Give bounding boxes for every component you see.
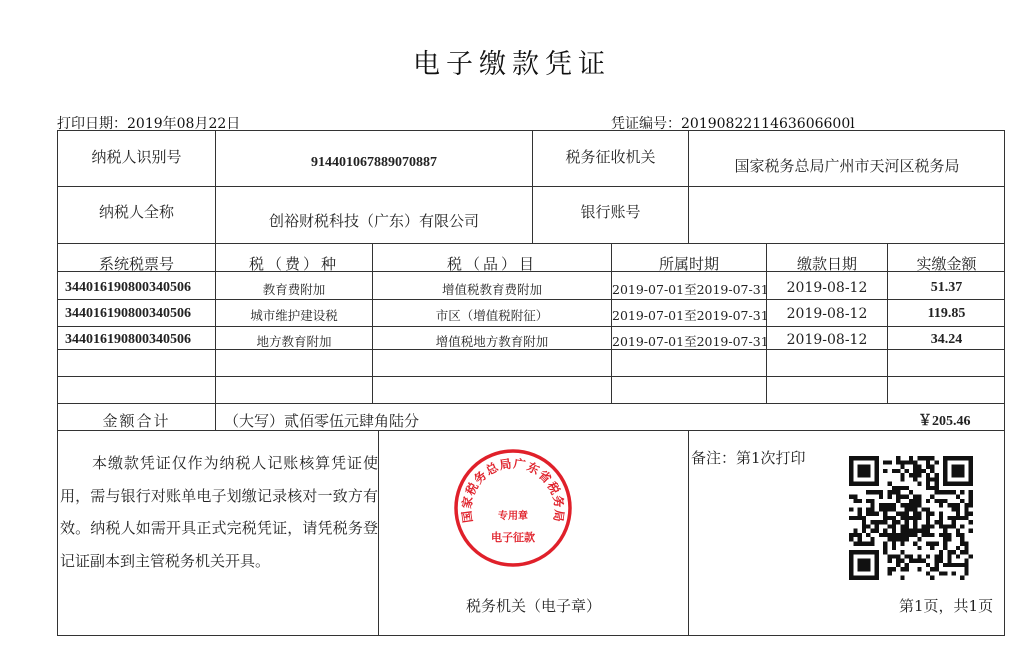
- table-row-tax-item: 市区（增值税附征）: [435, 308, 549, 323]
- seal-ring-text: 国家税务总局广东省税务局: [459, 456, 567, 524]
- column-header: 所属时期: [658, 255, 719, 273]
- table-row-ticket-no: 344016190800340506: [65, 280, 191, 295]
- total-amount: ￥205.46: [918, 414, 971, 429]
- document-title: 电子缴款凭证: [413, 49, 611, 80]
- column-header: 税（费）种: [248, 255, 339, 273]
- tax-authority-label: 税务征收机关: [565, 148, 656, 166]
- qr-code-icon: [849, 456, 973, 580]
- table-row-pay-date: 2019-08-12: [786, 280, 868, 296]
- table-row-period: 2019-07-01至2019-07-31: [612, 334, 769, 349]
- table-row-tax-item: 增值税地方教育附加: [435, 334, 549, 349]
- total-label: 金额合计: [102, 412, 171, 430]
- table-row-pay-date: 2019-08-12: [786, 306, 868, 322]
- seal-line1: 专用章: [498, 511, 528, 522]
- column-header: 系统税票号: [98, 255, 174, 273]
- table-row-tax-item: 增值税教育费附加: [441, 282, 542, 297]
- certificate-number: 凭证编号：2019082211463606600l: [611, 116, 855, 132]
- remark-text: 备注：第1次打印: [691, 449, 806, 467]
- table-row-amount: 51.37: [930, 280, 963, 295]
- taxpayer-name-value: 创裕财税科技（广东）有限公司: [268, 212, 479, 230]
- table-row-tax-type: 教育费附加: [262, 282, 326, 297]
- taxpayer-id-label: 纳税人识别号: [91, 148, 182, 166]
- taxpayer-id-value: 914401067889070887: [311, 155, 437, 170]
- column-header: 缴款日期: [796, 255, 857, 273]
- table-row-period: 2019-07-01至2019-07-31: [612, 308, 769, 323]
- tax-authority-value: 国家税务总局广州市天河区税务局: [734, 157, 960, 175]
- table-row-tax-type: 城市维护建设税: [250, 308, 338, 323]
- taxpayer-name-label: 纳税人全称: [98, 203, 174, 221]
- page-indicator: 第1页，共1页: [899, 597, 994, 615]
- table-row-amount: 119.85: [927, 306, 966, 321]
- column-header: 实缴金额: [916, 255, 977, 273]
- bank-account-label: 银行账号: [580, 203, 641, 221]
- total-in-words: （大写）贰佰零伍元肆角陆分: [224, 412, 420, 430]
- seal-caption: 税务机关（电子章）: [465, 597, 601, 615]
- table-row-amount: 34.24: [930, 332, 963, 347]
- column-header: 税（品）目: [446, 255, 537, 273]
- seal-line2: 电子征款: [491, 531, 535, 544]
- notice-text: 本缴款凭证仅作为纳税人记账核算凭证使用，需与银行对账单电子划缴记录核对一致方有效。纳税人如需开具正式完税凭证，请凭税务登记证副本到主管税务机关开具。: [60, 454, 378, 570]
- table-row-pay-date: 2019-08-12: [786, 332, 868, 348]
- tax-authority-seal-icon: [452, 447, 574, 569]
- table-row-ticket-no: 344016190800340506: [65, 306, 191, 321]
- print-date: 打印日期：2019年08月22日: [57, 116, 241, 132]
- table-row-ticket-no: 344016190800340506: [65, 332, 191, 347]
- table-row-period: 2019-07-01至2019-07-31: [612, 282, 769, 297]
- table-row-tax-type: 地方教育附加: [256, 334, 332, 349]
